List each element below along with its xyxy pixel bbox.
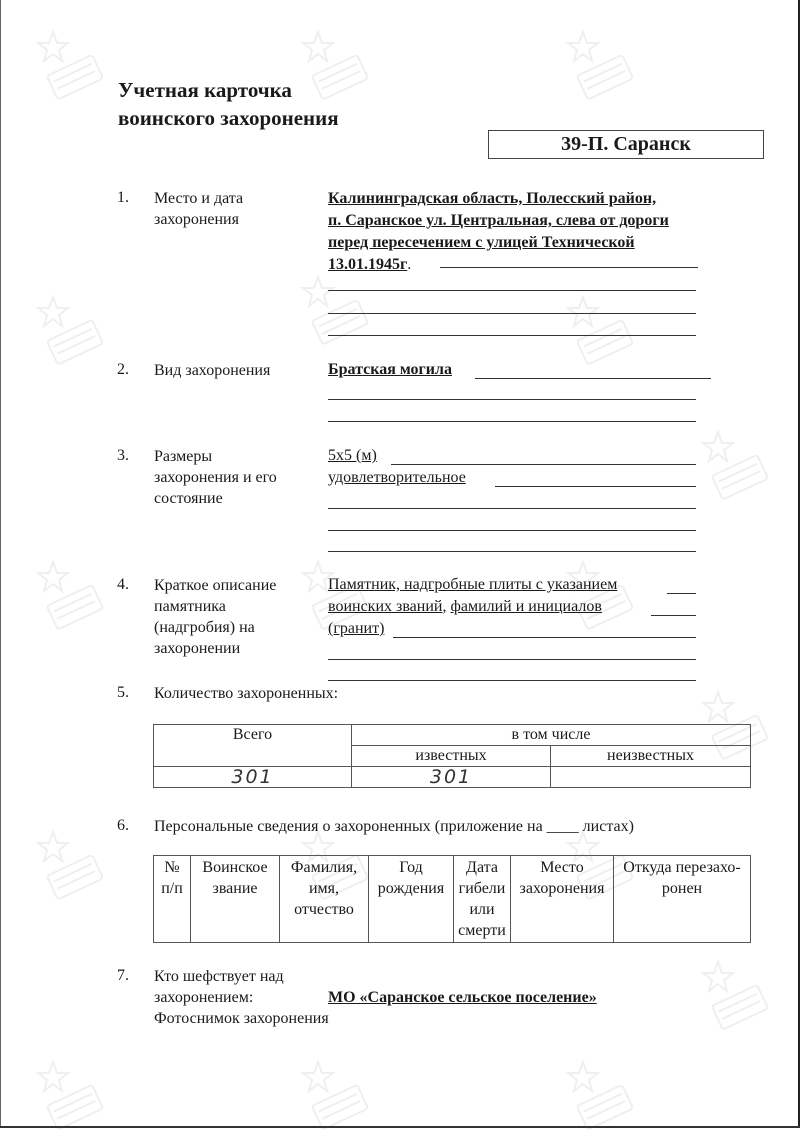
star-logo-watermark-icon xyxy=(35,295,105,365)
section-6-number: 6. xyxy=(117,817,129,834)
star-logo-watermark-icon xyxy=(565,295,635,365)
monument-description-part: фамилий и инициалов xyxy=(450,598,602,615)
label-line: Место и дата xyxy=(154,190,244,207)
section-3-number: 3. xyxy=(117,447,129,464)
fill-line xyxy=(495,486,696,487)
fill-line xyxy=(328,290,696,291)
separator: , xyxy=(442,598,451,615)
label-line: Размеры xyxy=(154,448,213,465)
column-header-rank: Воинское звание xyxy=(191,856,280,943)
section-3-value xyxy=(328,445,466,489)
star-logo-watermark-icon xyxy=(35,560,105,630)
burial-location-line: Калининградская область, Полесский район, xyxy=(328,190,657,207)
label-line: (надгробия) на xyxy=(154,619,255,636)
title-line-2: воинского захоронения xyxy=(118,106,339,130)
fill-line xyxy=(328,399,696,400)
record-code-box: 39-П. Саранск xyxy=(488,130,764,159)
section-1-value xyxy=(328,188,669,276)
burial-location-line: п. Саранское ул. Центральная, слева от дороги xyxy=(328,212,669,229)
total-count: 301 xyxy=(154,767,352,788)
section-6-label: Персональные сведения о захороненных (приложение на ____ листах) xyxy=(154,818,634,835)
monument-description-line: Памятник, надгробные плиты с указанием xyxy=(328,576,618,593)
burial-size: 5x5 (м) xyxy=(328,447,377,464)
column-header-death-date: Дата гибели или смерти xyxy=(454,856,511,943)
column-header-burial-place: Место захоронения xyxy=(511,856,614,943)
fill-line xyxy=(328,530,696,531)
label-line: захоронении xyxy=(154,640,241,657)
section-1-label xyxy=(154,188,243,230)
fill-line xyxy=(328,551,696,552)
section-7-label xyxy=(154,966,329,1029)
fill-line xyxy=(328,335,696,336)
section-4-number: 4. xyxy=(117,576,129,593)
section-5-label: Количество захороненных: xyxy=(154,685,339,702)
personal-info-table xyxy=(153,855,751,943)
star-logo-watermark-icon xyxy=(565,1060,635,1130)
header-including: в том числе xyxy=(352,725,751,746)
fill-line xyxy=(328,508,696,509)
section-7-value xyxy=(328,987,597,1009)
fill-line xyxy=(328,313,696,314)
label-line: Краткое описание xyxy=(154,577,277,594)
patron-organization: МО «Саранское сельское поселение» xyxy=(328,989,597,1006)
section-2-value xyxy=(328,359,452,381)
fill-line xyxy=(440,267,698,268)
header-total: Всего xyxy=(154,725,352,767)
burial-count-table xyxy=(153,724,751,788)
column-header-reburied-from: Откуда перезахо-ронен xyxy=(614,856,751,943)
section-2-number: 2. xyxy=(117,361,129,378)
column-header-full-name: Фамилия, имя, отчество xyxy=(280,856,369,943)
label-line: захоронения xyxy=(154,211,239,228)
fill-line xyxy=(393,637,696,638)
section-1-number: 1. xyxy=(117,189,129,206)
fill-line xyxy=(328,659,696,660)
star-logo-watermark-icon xyxy=(35,1060,105,1130)
page-edge-left xyxy=(0,0,1,1128)
burial-condition: удовлетворительное xyxy=(328,469,466,486)
star-logo-watermark-icon xyxy=(700,430,770,500)
label-line: состояние xyxy=(154,490,223,507)
header-unknown: неизвестных xyxy=(551,746,751,767)
section-7-number: 7. xyxy=(117,967,129,984)
title-line-1: Учетная карточка xyxy=(118,78,292,102)
document-title xyxy=(118,76,339,132)
star-logo-watermark-icon xyxy=(700,960,770,1030)
fill-line xyxy=(328,421,696,422)
fill-line xyxy=(475,378,711,379)
column-header-birth-year: Год рождения xyxy=(369,856,454,943)
fill-line xyxy=(651,615,696,616)
section-2-label: Вид захоронения xyxy=(154,362,271,379)
known-count: 301 xyxy=(352,767,551,788)
section-5-number: 5. xyxy=(117,684,129,701)
section-4-value xyxy=(328,574,617,640)
star-logo-watermark-icon xyxy=(565,30,635,100)
monument-material: (гранит) xyxy=(328,620,385,637)
label-line: памятника xyxy=(154,598,226,615)
burial-type: Братская могила xyxy=(328,361,452,378)
unknown-count xyxy=(551,767,751,788)
fill-line xyxy=(328,680,696,681)
label-line: Кто шефствует над xyxy=(154,968,284,985)
section-3-label xyxy=(154,446,277,509)
label-line: захоронения и его xyxy=(154,469,277,486)
label-line: захоронением: xyxy=(154,989,254,1006)
monument-description-part: воинских званий xyxy=(328,598,443,615)
section-4-label xyxy=(154,575,276,659)
fill-line xyxy=(667,593,696,594)
star-logo-watermark-icon xyxy=(35,830,105,900)
burial-location-line: перед пересечением с улицей Технической xyxy=(328,234,635,251)
header-known: известных xyxy=(352,746,551,767)
star-logo-watermark-icon xyxy=(300,1060,370,1130)
star-logo-watermark-icon xyxy=(35,30,105,100)
column-header-number: № п/п xyxy=(154,856,191,943)
fill-line xyxy=(391,464,696,465)
burial-date: 13.01.1945г xyxy=(328,256,408,273)
date-suffix: . xyxy=(407,256,412,273)
photo-label: Фотоснимок захоронения xyxy=(154,1010,329,1027)
